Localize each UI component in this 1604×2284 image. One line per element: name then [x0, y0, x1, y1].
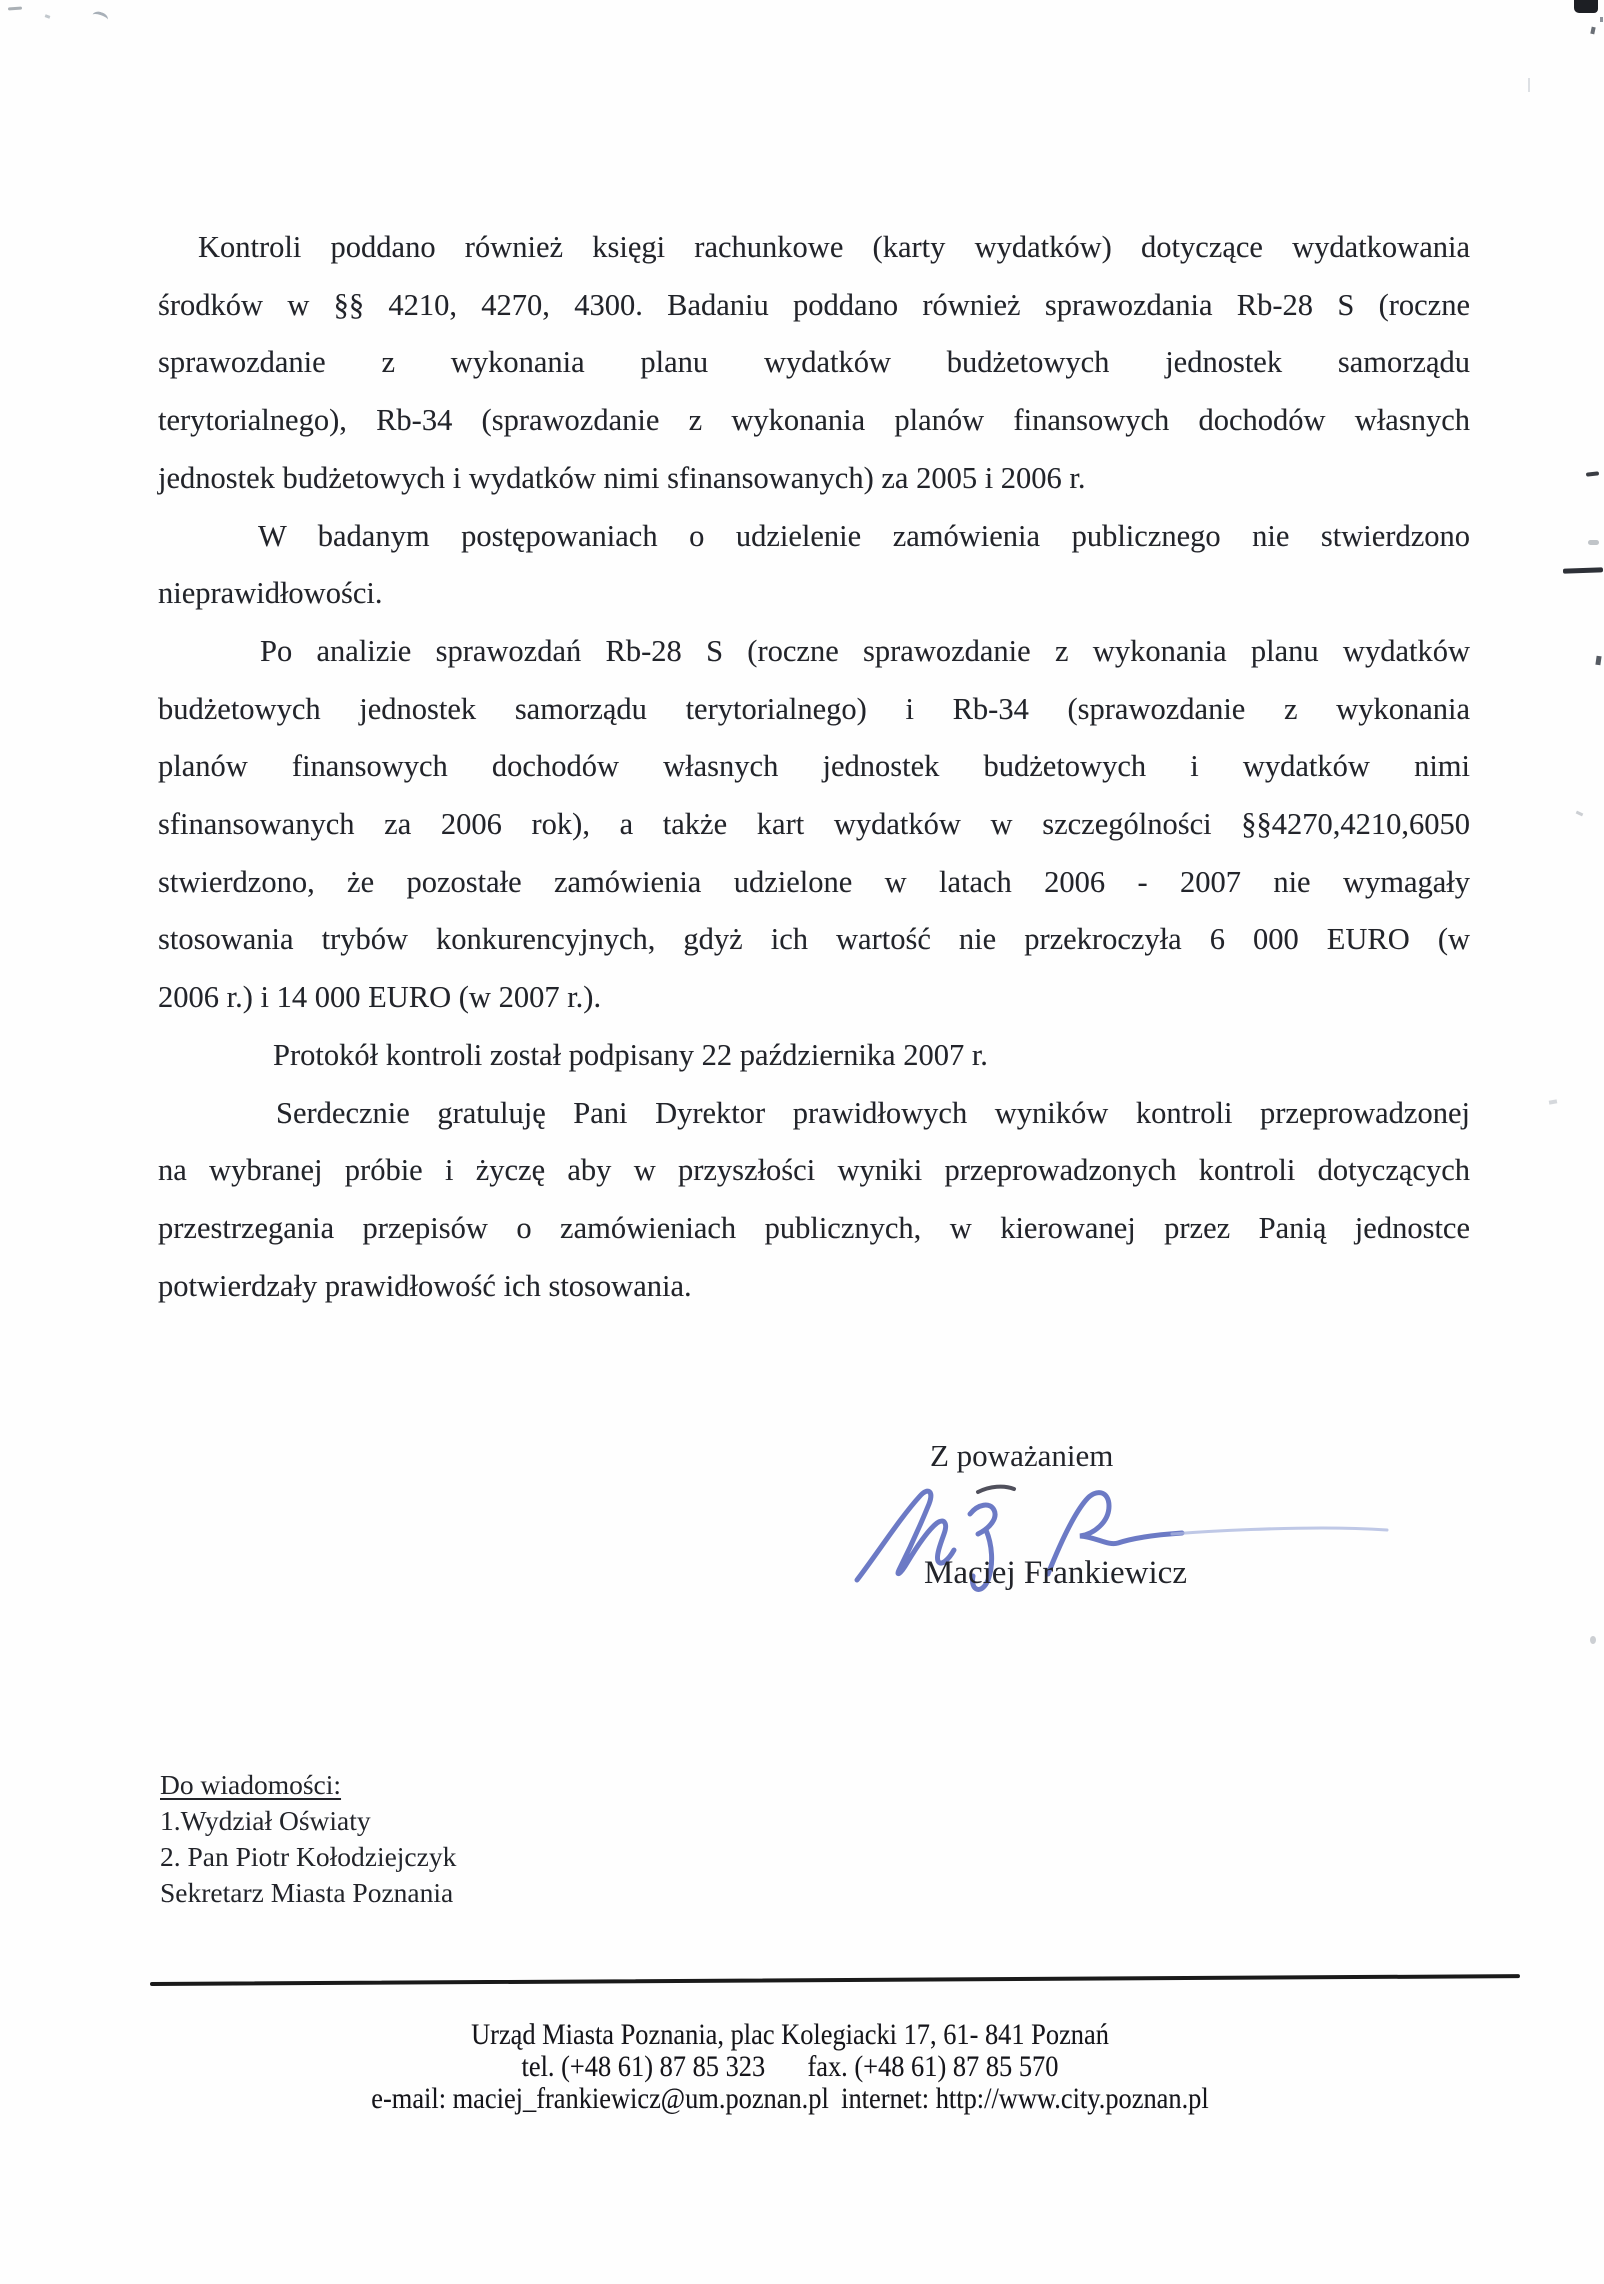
body-line: 2006 r.) i 14 000 EURO (w 2007 r.).	[158, 980, 602, 1015]
body-line: Po analizie sprawozdań Rb-28 S (roczne sprawozdanie z wykonania planu wydatków	[260, 633, 1470, 668]
paragraph	[158, 1027, 1470, 1085]
scan-artifact	[1549, 1099, 1558, 1104]
footer-email-line	[227, 2083, 1353, 2115]
scan-artifact	[8, 7, 22, 11]
body-line: przestrzegania przepisów o zamówieniach publicznych, w kierowanej przez Panią jednostce	[158, 1210, 1470, 1245]
scan-artifact	[45, 14, 51, 19]
scan-artifact	[1563, 567, 1603, 573]
body-line: sfinansowanych za 2006 rok), a także kart wydatków w szczególności §§4270,4210,6050	[158, 807, 1470, 842]
cc-item: 1.Wydział Oświaty	[160, 1805, 371, 1836]
signer-name: Maciej Frankiewicz	[924, 1555, 1187, 1591]
scan-artifact	[1595, 656, 1601, 666]
scan-artifact	[1590, 1636, 1596, 1644]
cc-block	[160, 1767, 456, 1911]
body-line: jednostek budżetowych i wydatków nimi sfinansowanych) za 2005 i 2006 r.	[158, 460, 1086, 495]
footer-address: Urząd Miasta Poznania, plac Kolegiacki 17, 61- 841 Poznań	[471, 2018, 1109, 2051]
scan-artifact	[1588, 540, 1599, 545]
body-line: Serdecznie gratuluję Pani Dyrektor prawidłowych wyników kontroli przeprowadzonej	[276, 1095, 1470, 1130]
scan-artifact	[91, 10, 110, 25]
footer-phone-line	[227, 2051, 1353, 2083]
footer-tel: tel. (+48 61) 87 85 323	[521, 2050, 766, 2083]
body-line: Protokół kontroli został podpisany 22 października 2007 r.	[273, 1037, 988, 1072]
scan-artifact	[1574, 0, 1598, 13]
body-line: sprawozdanie z wykonania planu wydatków budżetowych jednostek samorządu	[158, 345, 1470, 380]
body-line: nieprawidłowości.	[158, 576, 383, 611]
letter-body	[158, 219, 1470, 1315]
footer-internet: internet: http://www.city.poznan.pl	[841, 2082, 1209, 2115]
body-line: środków w §§ 4210, 4270, 4300. Badaniu poddano również sprawozdania Rb-28 S (roczne	[158, 287, 1470, 322]
footer-fax: fax. (+48 61) 87 85 570	[807, 2050, 1059, 2083]
cc-item: Sekretarz Miasta Poznania	[160, 1877, 454, 1908]
paragraph	[158, 1085, 1470, 1316]
body-line: planów finansowych dochodów własnych jednostek budżetowych i wydatków nimi	[158, 749, 1470, 784]
body-line: W badanym postępowaniach o udzielenie zamówienia publicznego nie stwierdzono	[258, 518, 1470, 553]
signature-macron-stroke	[978, 1487, 1014, 1492]
footer	[150, 2019, 1430, 2115]
closing-salutation: Z poważaniem	[930, 1438, 1114, 1473]
cc-heading: Do wiadomości:	[160, 1769, 342, 1800]
cc-item: 2. Pan Piotr Kołodziejczyk	[160, 1841, 457, 1872]
footer-email: e-mail: maciej_frankiewicz@um.poznan.pl	[371, 2082, 829, 2115]
scan-artifact	[1600, 17, 1603, 22]
body-line: stosowania trybów konkurencyjnych, gdyż ich wartość nie przekroczyła 6 000 EURO (w	[158, 922, 1470, 957]
paragraph	[158, 623, 1470, 1027]
body-line: stwierdzono, że pozostałe zamówienia udzielone w latach 2006 - 2007 nie wymagały	[158, 864, 1470, 899]
signature-tail-stroke	[1172, 1528, 1387, 1534]
footer-divider	[150, 1974, 1520, 1986]
body-line: potwierdzały prawidłowość ich stosowania.	[158, 1268, 692, 1303]
scan-artifact	[1590, 27, 1595, 35]
paragraph	[158, 219, 1470, 508]
scan-artifact	[1586, 471, 1599, 476]
body-line: terytorialnego), Rb-34 (sprawozdanie z wykonania planów finansowych dochodów własnych	[158, 403, 1470, 438]
body-line: budżetowych jednostek samorządu terytorialnego) i Rb-34 (sprawozdanie z wykonania	[158, 691, 1470, 726]
paragraph	[158, 508, 1470, 623]
scan-artifact	[1528, 78, 1530, 92]
body-line: na wybranej próbie i życzę aby w przyszłości wyniki przeprowadzonych kontroli dotyczących	[158, 1153, 1470, 1188]
scan-artifact	[1576, 811, 1584, 817]
body-line: Kontroli poddano również księgi rachunkowe (karty wydatków) dotyczące wydatkowania	[198, 230, 1470, 264]
